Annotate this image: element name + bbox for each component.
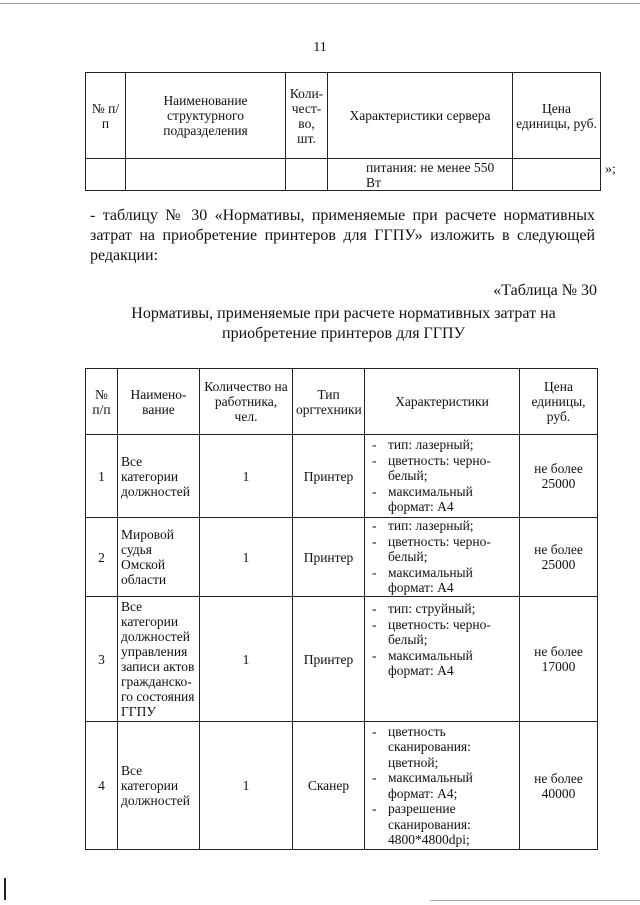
equipment-type: Принтер [293,435,365,518]
table-row [86,518,598,597]
list-item: - тип: лазерный; [368,437,516,453]
list-item: - максимальный формат: А4 [368,484,516,515]
quantity: 1 [200,518,293,597]
printers-table-header-row [86,369,598,435]
price: не более 25000 [520,435,598,518]
table-row [86,159,601,191]
list-item: - цветность сканирования: цветной; [368,724,516,771]
position-name: Все категории должностей [118,435,200,518]
server-characteristics: питания: не менее 550 Вт [328,159,513,191]
list-item: - цветность: черно-белый; [368,617,516,648]
equipment-type: Сканер [293,722,365,850]
header-cell: Характеристики сервера [328,73,513,159]
characteristics-list [368,601,516,679]
position-name: Все категории должностей управления записи актов гражданско-го состояния ГГПУ [118,597,200,722]
characteristics [365,435,520,518]
header-cell: № п/п [86,369,118,435]
server-table-header-row [86,73,601,159]
table-label: «Таблица № 30 [493,282,597,299]
table-cell [513,159,601,191]
table-row [86,597,598,722]
header-cell: Характеристики [365,369,520,435]
characteristics [365,597,520,722]
position-name: Все категории должностей [118,722,200,850]
row-number: 1 [86,435,118,518]
table-cell [86,159,126,191]
table-cell [126,159,286,191]
amendment-paragraph: - таблицу № 30 «Нормативы, применяемые при расчете нормативных затрат на приобретение принтеров для ГГПУ» изложить в следующей редакции: [90,207,595,264]
table-row [86,435,598,518]
printers-table [85,368,598,850]
equipment-type: Принтер [293,518,365,597]
list-item: - цветность: черно-белый; [368,453,516,484]
header-cell: Наименование структурного подразделения [126,73,286,159]
bottom-scan-line [430,900,640,901]
server-table [85,72,601,191]
table-cell [286,159,328,191]
header-cell: Количество на работника, чел. [200,369,293,435]
row-number: 4 [86,722,118,850]
list-item: - разрешение сканирования: 4800*4800dpi; [368,801,516,848]
scan-edge-mark [4,878,6,900]
price: не более 40000 [520,722,598,850]
list-item: - максимальный формат: А4 [368,565,516,596]
list-item: - тип: струйный; [368,601,516,617]
characteristics [365,722,520,850]
list-item: - тип: лазерный; [368,518,516,534]
closing-quote: »; [605,162,616,177]
characteristics [365,518,520,597]
equipment-type: Принтер [293,597,365,722]
header-cell: Коли-чест-во, шт. [286,73,328,159]
header-cell: Цена единицы, руб. [513,73,601,159]
characteristics-list [368,724,516,848]
header-cell: Наимено-вание [118,369,200,435]
price: не более 17000 [520,597,598,722]
quantity: 1 [200,597,293,722]
list-item: - максимальный формат: А4; [368,770,516,801]
table-row [86,722,598,850]
characteristics-list [368,518,516,596]
price: не более 25000 [520,518,598,597]
row-number: 3 [86,597,118,722]
position-name: Мировой судья Омской области [118,518,200,597]
characteristics-list [368,437,516,515]
quantity: 1 [200,435,293,518]
row-number: 2 [86,518,118,597]
list-item: - цветность: черно-белый; [368,534,516,565]
header-cell: № п/п [86,73,126,159]
quantity: 1 [200,722,293,850]
list-item: - максимальный формат: А4 [368,648,516,679]
header-cell: Тип оргтехники [293,369,365,435]
page-number: 11 [313,40,327,55]
header-cell: Цена единицы, руб. [520,369,598,435]
top-scan-line [0,3,640,4]
table-title: Нормативы, применяемые при расчете нормативных затрат на приобретение принтеров для ГГПУ [131,305,556,342]
